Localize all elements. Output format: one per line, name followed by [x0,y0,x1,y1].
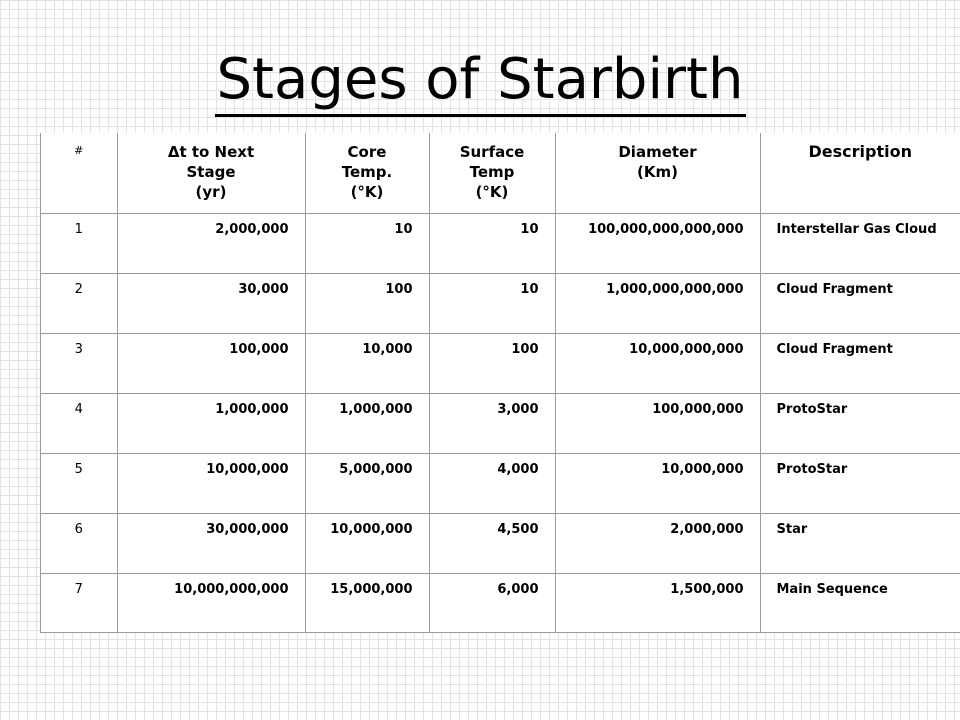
cell-number: 5 [41,453,117,513]
cell-description: Star [760,513,960,573]
cell-description: Cloud Fragment [760,333,960,393]
table-row [41,333,960,393]
page-title [0,40,960,120]
cell-core-temp: 10 [305,213,429,273]
page-title-text: Stages of Starbirth [215,46,746,117]
cell-diameter: 1,500,000 [555,573,760,633]
cell-surface-temp: 10 [429,213,555,273]
cell-number: 3 [41,333,117,393]
cell-delta-t: 10,000,000 [117,453,305,513]
table-row [41,513,960,573]
starbirth-table [41,133,960,633]
table-row [41,393,960,453]
cell-diameter: 100,000,000 [555,393,760,453]
cell-surface-temp: 6,000 [429,573,555,633]
cell-core-temp: 10,000,000 [305,513,429,573]
cell-description: ProtoStar [760,453,960,513]
cell-number: 4 [41,393,117,453]
cell-surface-temp: 100 [429,333,555,393]
header-description: Description [760,133,960,213]
table-row [41,453,960,513]
table-row [41,273,960,333]
starbirth-table-container [40,133,960,633]
cell-core-temp: 15,000,000 [305,573,429,633]
header-row [41,133,960,213]
cell-core-temp: 1,000,000 [305,393,429,453]
cell-description: ProtoStar [760,393,960,453]
cell-description: Interstellar Gas Cloud [760,213,960,273]
cell-delta-t: 1,000,000 [117,393,305,453]
cell-diameter: 2,000,000 [555,513,760,573]
cell-surface-temp: 3,000 [429,393,555,453]
table-row [41,213,960,273]
cell-number: 7 [41,573,117,633]
cell-core-temp: 100 [305,273,429,333]
cell-delta-t: 30,000,000 [117,513,305,573]
table-row [41,573,960,633]
header-delta-t: Δt to Next Stage (yr) [117,133,305,213]
cell-delta-t: 30,000 [117,273,305,333]
cell-surface-temp: 4,500 [429,513,555,573]
cell-number: 1 [41,213,117,273]
header-surface-temp: Surface Temp (°K) [429,133,555,213]
header-diameter: Diameter (Km) [555,133,760,213]
cell-delta-t: 100,000 [117,333,305,393]
cell-number: 6 [41,513,117,573]
cell-core-temp: 10,000 [305,333,429,393]
cell-delta-t: 2,000,000 [117,213,305,273]
cell-description: Main Sequence [760,573,960,633]
cell-diameter: 1,000,000,000,000 [555,273,760,333]
cell-surface-temp: 4,000 [429,453,555,513]
header-core-temp: Core Temp. (°K) [305,133,429,213]
cell-diameter: 10,000,000,000 [555,333,760,393]
cell-description: Cloud Fragment [760,273,960,333]
cell-delta-t: 10,000,000,000 [117,573,305,633]
cell-diameter: 10,000,000 [555,453,760,513]
cell-surface-temp: 10 [429,273,555,333]
cell-core-temp: 5,000,000 [305,453,429,513]
cell-diameter: 100,000,000,000,000 [555,213,760,273]
header-number: # [41,133,117,213]
cell-number: 2 [41,273,117,333]
